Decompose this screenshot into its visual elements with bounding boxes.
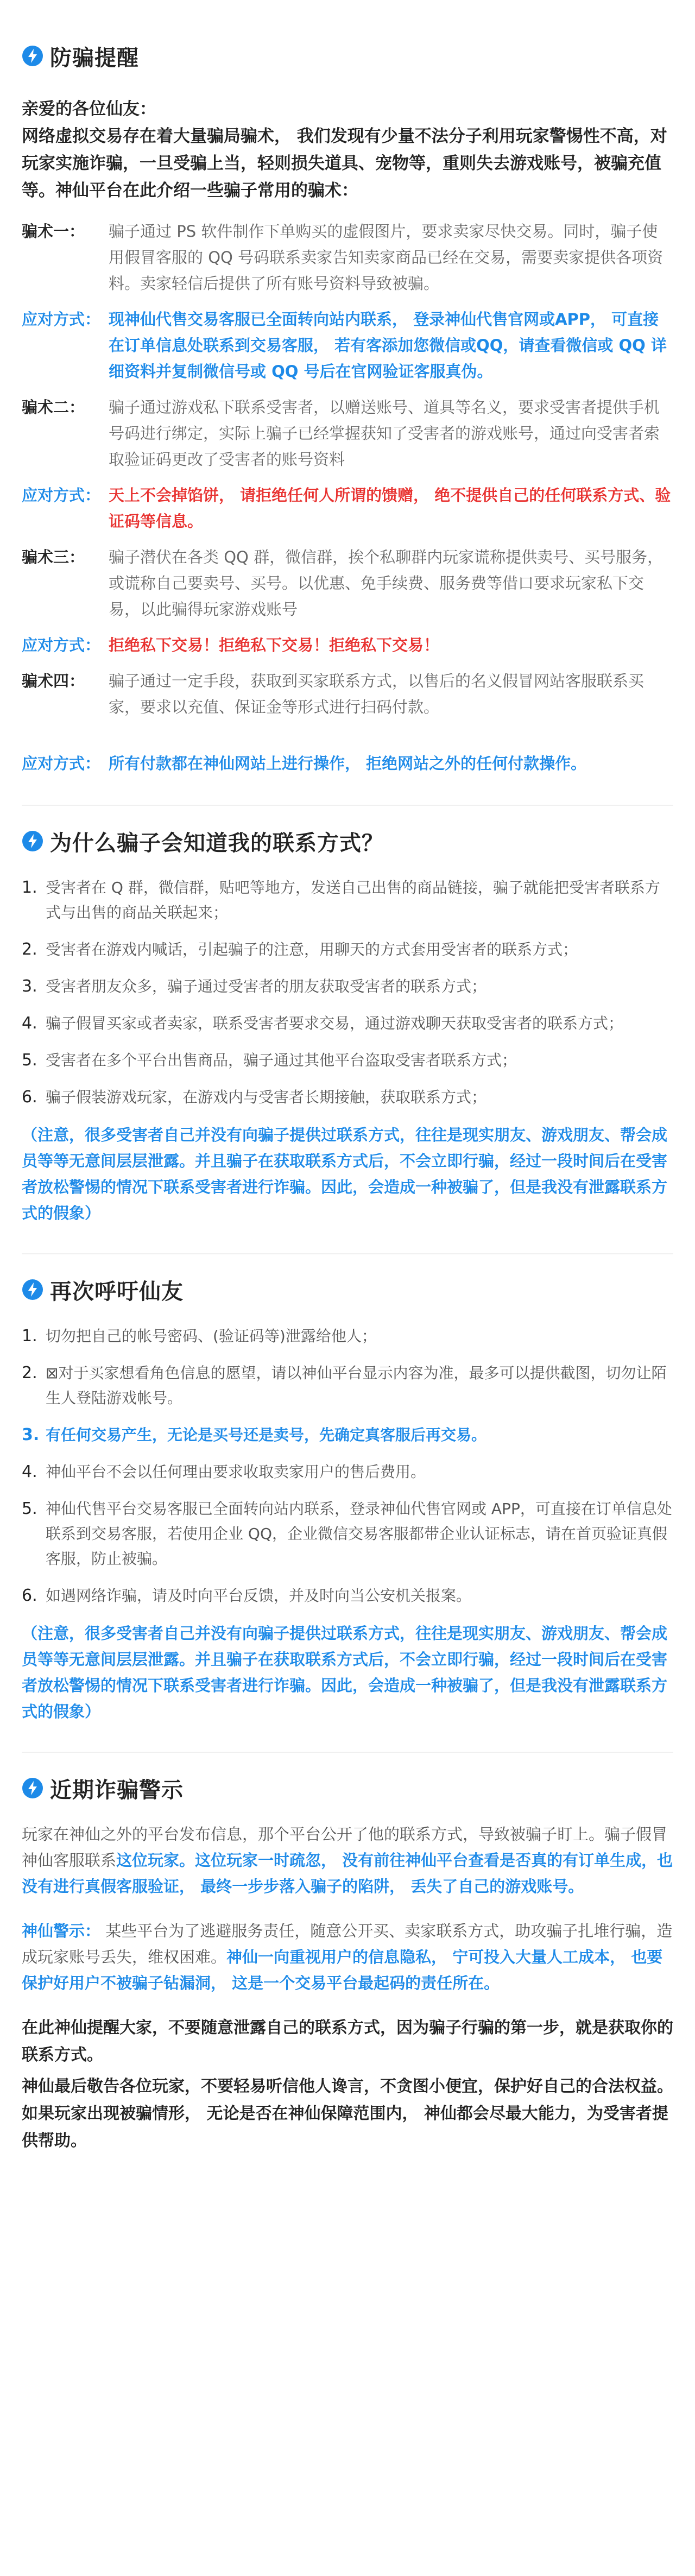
item-text: 切勿把自己的帐号密码、(验证码等)泄露给他人；	[46, 1327, 377, 1345]
response-label: 应对方式：	[22, 754, 101, 773]
list-item	[22, 1361, 673, 1411]
scam-row	[22, 668, 673, 720]
item-text: 神仙代售平台交易客服已全面转向站内联系，登录神仙代售官网或 APP，可直接在订单信息处联系到交易客服，若使用企业 QQ，企业微信交易客服都带企业认证标志，请在首页验证真假客服，防止被骗。	[46, 1500, 672, 1568]
item-text: 受害者在多个平台出售商品，骗子通过其他平台盗取受害者联系方式；	[46, 1051, 517, 1069]
warning-note: （注意，很多受害者自己并没有向骗子提供过联系方式，往往是现实朋友、游戏朋友、帮会成员等等无意间层层泄露。并且骗子在获取联系方式后，不会立即行骗，经过一段时间后在受害者放松警惕的情况下联系受害者进行诈骗。因此，会造成一种被骗了，但是我没有泄露联系方式的假象）	[22, 1624, 668, 1721]
scam-content: 骗子通过一定手段，获取到买家联系方式，以售后的名义假冒网站客服联系买家，要求以充值、保证金等形式进行扫码付款。	[109, 672, 645, 716]
response-content: 所有付款都在神仙网站上进行操作， 拒绝网站之外的任何付款操作。	[109, 754, 587, 773]
list-item	[22, 875, 673, 925]
shield-lightning-icon	[22, 1777, 43, 1799]
case-paragraph	[22, 1821, 673, 1899]
reminder-paragraph: 在此神仙提醒大家，不要随意泄露自己的联系方式，因为骗子行骗的第一步，就是获取你的联系方式。	[22, 2018, 673, 2064]
intro-text: 网络虚拟交易存在着大量骗局骗术， 我们发现有少量不法分子利用玩家警惕性不高，对玩家实施诈骗，一旦受骗上当，轻则损失道具、宠物等，重则失去游戏账号，被骗充值等。神仙平台在此介绍一些骗子常用的骗术：	[22, 127, 667, 200]
list-item	[22, 937, 673, 962]
item-number: 1.	[22, 1327, 37, 1346]
item-number: 1.	[22, 878, 37, 897]
response-row	[22, 750, 673, 776]
section-recent-warning	[22, 1753, 673, 2165]
section-header	[22, 820, 673, 862]
scam-label: 骗术三：	[22, 548, 85, 566]
section-why-contact	[22, 806, 673, 1254]
warning-text: 某些平台为了逃避服务责任，随意公开买、卖家联系方式，助攻骗子扎堆行骗，造成玩家账号丢失，维权困难。	[22, 1922, 673, 1966]
response-row	[22, 482, 673, 534]
list-item	[22, 1324, 673, 1349]
item-number: 6.	[22, 1088, 37, 1107]
scam-label: 骗术一：	[22, 222, 85, 241]
item-number: 5.	[22, 1051, 37, 1070]
case-highlight: 这位玩家。这位玩家一时疏忽， 没有前往神仙平台查看是否真的有订单生成，也没有进行真假客服验证， 最终一步步落入骗子的陷阱， 丢失了自己的游戏账号。	[22, 1851, 673, 1896]
item-text: 受害者朋友众多，骗子通过受害者的朋友获取受害者的联系方式；	[46, 977, 487, 995]
response-label: 应对方式：	[22, 486, 101, 504]
scam-label: 骗术二：	[22, 398, 85, 416]
greeting: 亲爱的各位仙友：	[22, 99, 156, 119]
item-number: 2.	[22, 1363, 37, 1382]
response-row	[22, 632, 673, 658]
item-text: 受害者在游戏内喊话，引起骗子的注意，用聊天的方式套用受害者的联系方式；	[46, 940, 578, 958]
case-text: 玩家在神仙之外的平台发布信息，那个平台公开了他的联系方式，导致被骗子盯上。骗子假冒神仙客服联系	[22, 1825, 668, 1870]
appeal-list	[22, 1324, 673, 1608]
scam-row	[22, 544, 673, 622]
item-number: 4.	[22, 1014, 37, 1033]
list-item	[22, 1583, 673, 1608]
section-header	[22, 1767, 673, 1809]
shield-lightning-icon	[22, 830, 43, 852]
item-text: ⊠对于买家想看角色信息的愿望，请以神仙平台显示内容为准，最多可以提供截图，切勿让陌生人登陆游戏帐号。	[46, 1364, 667, 1407]
list-item	[22, 974, 673, 999]
item-text: 有任何交易产生，无论是买号还是卖号，先确定真客服后再交易。	[46, 1426, 487, 1444]
list-item	[22, 1423, 673, 1448]
section-anti-fraud	[22, 0, 673, 806]
list-item	[22, 1011, 673, 1036]
list-item	[22, 1085, 673, 1110]
shield-lightning-icon	[22, 1279, 43, 1300]
item-number: 5.	[22, 1499, 37, 1518]
section-title: 再次呼吁仙友	[50, 1279, 184, 1304]
response-content: 现神仙代售交易客服已全面转向站内联系， 登录神仙代售官网或APP， 可直接在订单信息处联系到交易客服， 若有客添加您微信或QQ，请查看微信或 QQ 详细资料并复制微信号或 QQ 号后在官网验证客服真伪。	[109, 310, 667, 381]
item-text: 神仙平台不会以任何理由要求收取卖家用户的售后费用。	[46, 1463, 426, 1481]
scam-content: 骗子潜伏在各类 QQ 群，微信群，挨个私聊群内玩家谎称提供卖号、买号服务，或谎称自己要卖号、买号。以优惠、免手续费、服务费等借口要求玩家私下交易，以此骗得玩家游戏账号	[109, 548, 664, 618]
response-label: 应对方式：	[22, 310, 101, 329]
list-item	[22, 1497, 673, 1571]
item-number: 3.	[22, 1425, 40, 1444]
item-number: 2.	[22, 940, 37, 959]
final-advice-paragraph: 神仙最后敬告各位玩家，不要轻易听信他人谗言，不贪图小便宜，保护好自己的合法权益。如果玩家出现被骗情形， 无论是否在神仙保障范围内， 神仙都会尽最大能力，为受害者提供帮助。	[22, 2077, 673, 2150]
scam-content: 骗子通过游戏私下联系受害者，以赠送账号、道具等名义，要求受害者提供手机号码进行绑定，实际上骗子已经掌握获知了受害者的游戏账号，通过向受害者索取验证码更改了受害者的账号资料	[109, 398, 660, 469]
section-appeal	[22, 1254, 673, 1753]
item-text: 如遇网络诈骗，请及时向平台反馈，并及时向当公安机关报案。	[46, 1587, 472, 1605]
section-title: 近期诈骗警示	[50, 1777, 184, 1803]
warning-label: 神仙警示：	[22, 1922, 101, 1940]
section-header	[22, 1268, 673, 1311]
warning-paragraph	[22, 1918, 673, 1996]
list-item	[22, 1048, 673, 1073]
reason-list	[22, 875, 673, 1110]
scam-label: 骗术四：	[22, 672, 85, 690]
item-text: 骗子假冒买家或者卖家，联系受害者要求交易，通过游戏聊天获取受害者的联系方式；	[46, 1014, 624, 1032]
section-title: 防骗提醒	[50, 45, 139, 71]
shield-lightning-icon	[22, 45, 43, 67]
response-content: 拒绝私下交易！拒绝私下交易！拒绝私下交易！	[109, 636, 440, 654]
response-content: 天上不会掉馅饼， 请拒绝任何人所谓的馈赠， 绝不提供自己的任何联系方式、验证码等信息。	[109, 486, 671, 531]
item-number: 3.	[22, 977, 37, 996]
item-number: 4.	[22, 1462, 37, 1481]
item-number: 6.	[22, 1586, 37, 1605]
warning-note: （注意，很多受害者自己并没有向骗子提供过联系方式，往往是现实朋友、游戏朋友、帮会成员等等无意间层层泄露。并且骗子在获取联系方式后，不会立即行骗，经过一段时间后在受害者放松警惕的情况下联系受害者进行诈骗。因此，会造成一种被骗了，但是我没有泄露联系方式的假象）	[22, 1126, 668, 1222]
section-header	[22, 35, 673, 77]
response-label: 应对方式：	[22, 636, 101, 654]
scam-content: 骗子通过 PS 软件制作下单购买的虚假图片，要求卖家尽快交易。同时，骗子使用假冒客服的 QQ 号码联系卖家告知卖家商品已经在交易，需要卖家提供各项资料。卖家轻信后提供了所有账号资料导致被骗。	[109, 222, 664, 293]
item-text: 受害者在 Q 群，微信群，贴吧等地方，发送自己出售的商品链接，骗子就能把受害者联系方式与出售的商品关联起来；	[46, 879, 660, 921]
scam-row	[22, 218, 673, 296]
item-text: 骗子假装游戏玩家，在游戏内与受害者长期接触，获取联系方式；	[46, 1088, 487, 1106]
response-row	[22, 306, 673, 384]
list-item	[22, 1460, 673, 1485]
scam-row	[22, 394, 673, 472]
warning-highlight: 神仙一向重视用户的信息隐私， 宁可投入大量人工成本， 也要保护好用户不被骗子钻漏洞， 这是一个交易平台最起码的责任所在。	[22, 1948, 663, 1992]
section-title: 为什么骗子会知道我的联系方式？	[50, 830, 384, 856]
